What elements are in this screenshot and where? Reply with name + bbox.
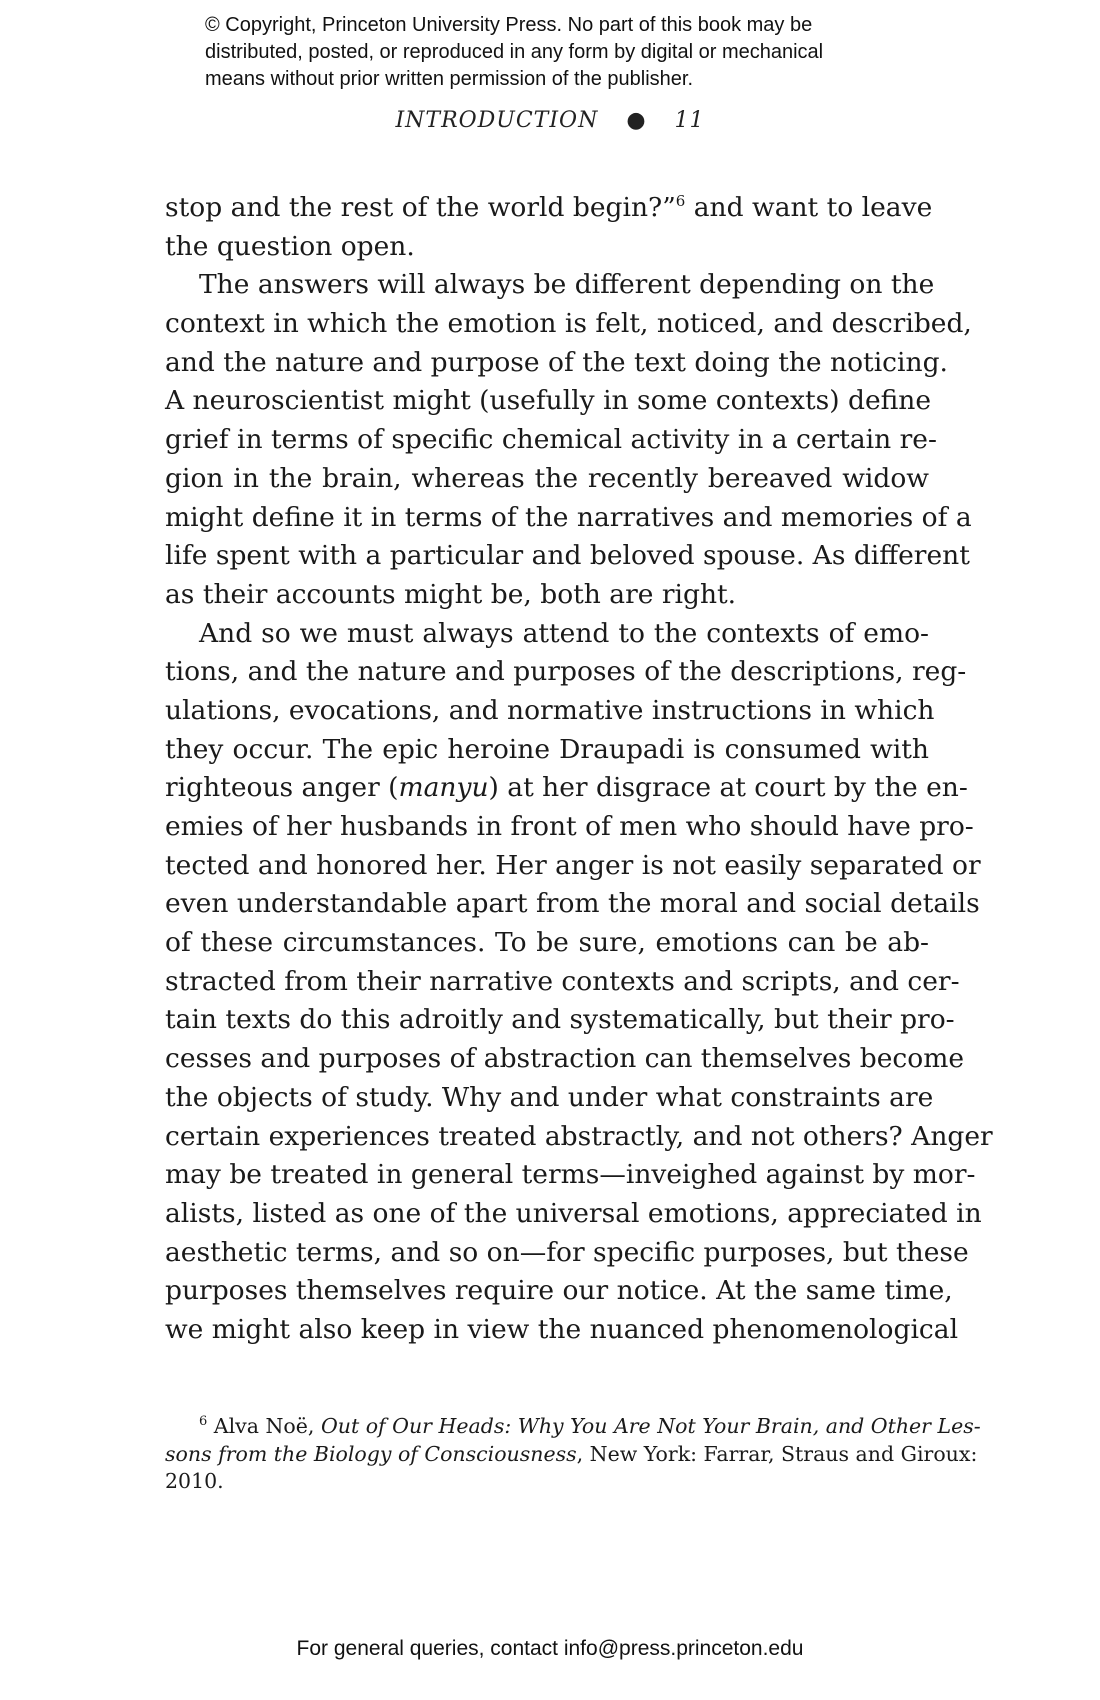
- copyright-line: © Copyright, Princeton University Press. No part of this book may be: [205, 14, 813, 36]
- text-line: [165, 769, 968, 808]
- footnote-title: Out of Our Heads: Why You Are Not Your Brain, and Other Les-: [320, 1414, 981, 1438]
- text-line: tions, and the nature and purposes of the descriptions, reg-: [165, 656, 967, 688]
- running-head: [0, 108, 1100, 133]
- footnote-line: [165, 1441, 978, 1469]
- text-line: emies of her husbands in front of men who should have pro-: [165, 811, 974, 842]
- text-line: The answers will always be different depending on the: [199, 269, 935, 301]
- section-title: INTRODUCTION: [395, 108, 599, 133]
- text-line: [165, 189, 933, 228]
- body-text: [165, 189, 993, 1350]
- copyright-line: distributed, posted, or reproduced in any form by digital or mechanical: [205, 41, 824, 63]
- footnote: [165, 1413, 981, 1496]
- footnote-author: Alva Noë,: [207, 1414, 321, 1438]
- text-line: cesses and purposes of abstraction can themselves become: [165, 1043, 965, 1075]
- text-line: context in which the emotion is felt, noticed, and described,: [165, 308, 972, 340]
- text-line: stracted from their narrative contexts and scripts, and cer-: [165, 965, 960, 997]
- text-line: may be treated in general terms—inveighed against by mor-: [165, 1159, 976, 1191]
- contact-line: For general queries, contact info@press.princeton.edu: [296, 1637, 804, 1660]
- text-line: the objects of study. Why and under what constraints are: [165, 1081, 934, 1113]
- text-line: tected and honored her. Her anger is not easily separated or: [165, 849, 981, 881]
- text-line: alists, listed as one of the universal emotions, appreciated in: [165, 1197, 982, 1229]
- italic-term: manyu: [398, 772, 489, 804]
- text-line: And so we must always attend to the contexts of emo-: [199, 617, 929, 649]
- text-span: ) at her disgrace at court by the en-: [488, 772, 968, 804]
- text-line: even understandable apart from the moral and social details: [165, 888, 980, 920]
- text-line: they occur. The epic heroine Draupadi is consumed with: [165, 733, 929, 765]
- text-line: aesthetic terms, and so on—for specific purposes, but these: [165, 1236, 969, 1268]
- text-line: and the nature and purpose of the text doing the noticing.: [165, 346, 948, 378]
- text-line: we might also keep in view the nuanced phenomenological: [165, 1313, 959, 1345]
- footnote-number: 6: [199, 1414, 208, 1429]
- footnote-line: 2010.: [165, 1469, 224, 1493]
- text-line: grief in terms of specific chemical activity in a certain re-: [165, 424, 937, 456]
- footnote-publisher: , New York: Farrar, Straus and Giroux:: [576, 1441, 978, 1466]
- text-line: purposes themselves require our notice. At the same time,: [165, 1275, 953, 1307]
- bullet-icon: ●: [626, 108, 647, 133]
- footnote-line: [165, 1413, 981, 1441]
- page-number: 11: [674, 108, 705, 133]
- text-line: certain experiences treated abstractly, and not others? Anger: [165, 1120, 993, 1152]
- text-line: gion in the brain, whereas the recently bereaved widow: [165, 462, 929, 494]
- text-line: of these circumstances. To be sure, emotions can be ab-: [165, 927, 929, 959]
- footnote-title: sons from the Biology of Consciousness: [165, 1441, 577, 1466]
- copyright-notice: [205, 12, 925, 93]
- text-line: ulations, evocations, and normative instructions in which: [165, 694, 935, 726]
- copyright-line: means without prior written permission of the publisher.: [205, 68, 694, 90]
- text-line: might define it in terms of the narratives and memories of a: [165, 501, 972, 533]
- text-line: tain texts do this adroitly and systematically, but their pro-: [165, 1004, 955, 1036]
- text-span: stop and the rest of the world begin?”: [165, 192, 676, 223]
- text-line: as their accounts might be, both are right.: [165, 578, 737, 610]
- text-line: A neuroscientist might (usefully in some contexts) define: [165, 385, 932, 417]
- text-line: life spent with a particular and beloved spouse. As different: [165, 540, 970, 572]
- footnote-ref[interactable]: 6: [675, 192, 686, 210]
- text-line: the question open.: [165, 230, 415, 262]
- text-span: and want to leave: [685, 192, 933, 223]
- text-span: righteous anger (: [165, 772, 399, 804]
